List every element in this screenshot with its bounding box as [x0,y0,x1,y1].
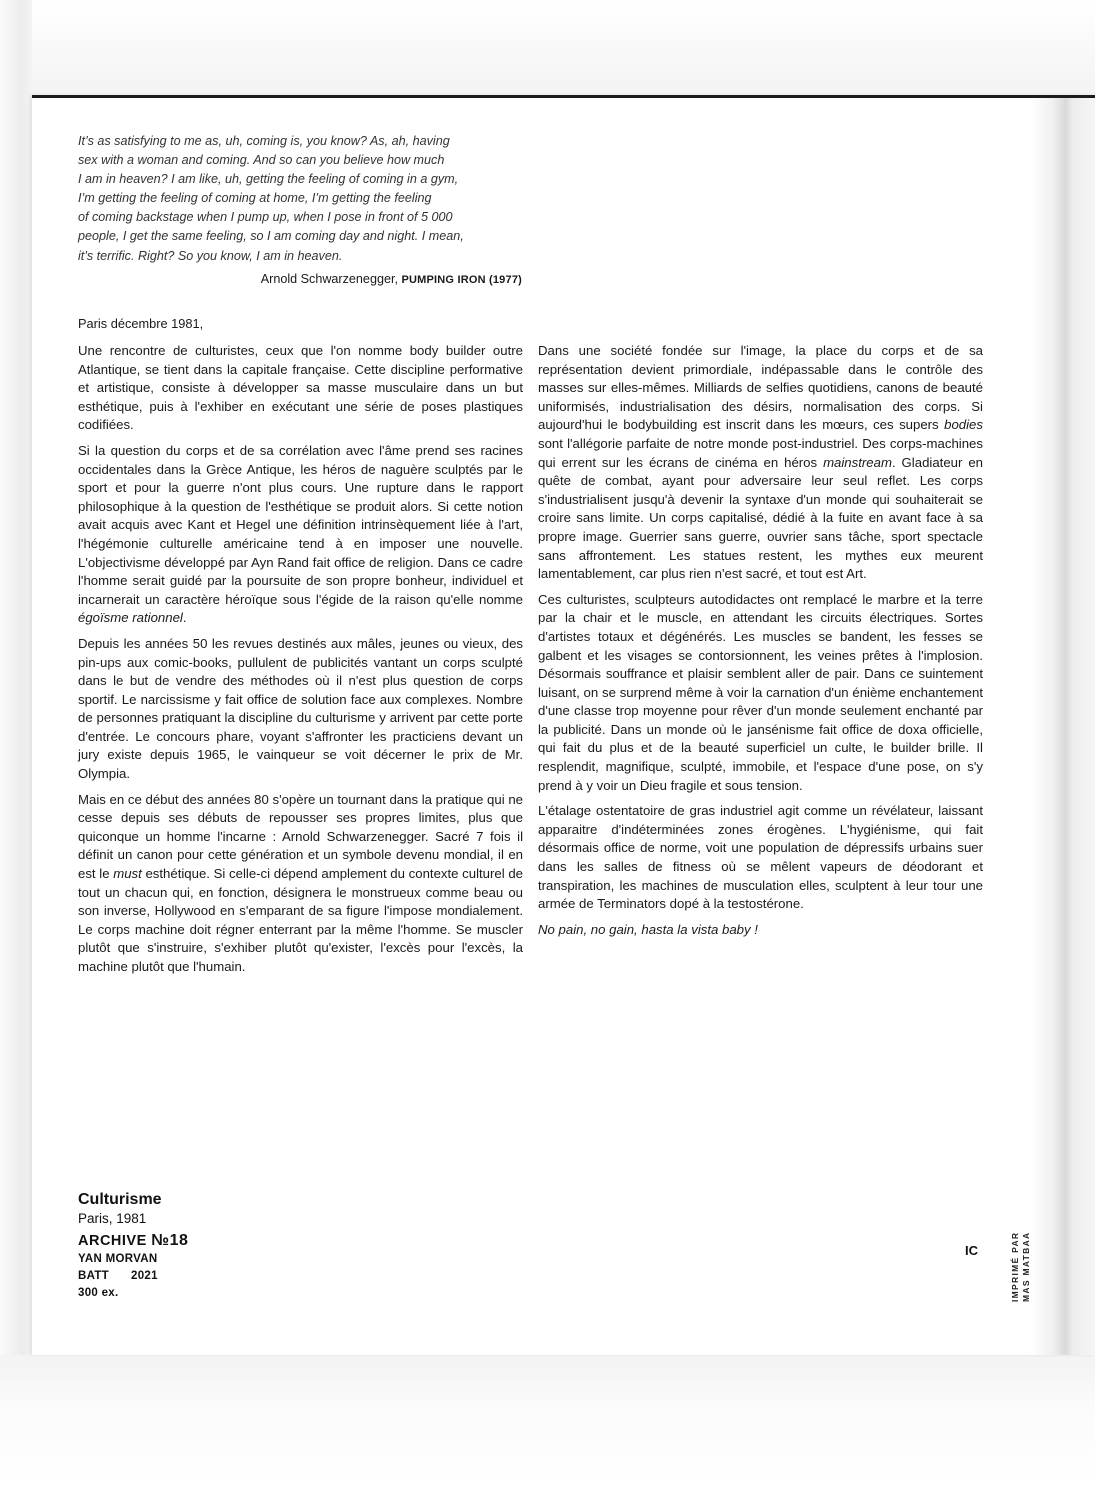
epigraph-line: I am in heaven? I am like, uh, getting the feeling of coming in a gym, [78,172,459,187]
paragraph-text: sont l'allégorie parfaite de notre monde post-industriel. Des corps-machines qui errent sur les écrans de cinéma en héros [538,435,983,470]
paragraph-text: Si la question du corps et de sa corrélation avec l'âme prend ses racines occidentales dans la Grèce Antique, les héros de naguère sculptés par le sport et pour la guerre n'ont plus cours. Une rupture dans le rapport philosophique à la question de l'esthétique se produit alors. Si cette notion avait acquis avec Kant et Hegel une définition intrinsèquement liée à l'art, l'hégémonie culturelle américaine tend à en imposer une nouvelle. L'objectivisme développé par Ayn Rand fait office de religion. Dans ce cadre l'homme serait guidé par la poursuite de son propre bonheur, individuel et incarnerait un caractère héroïque sous l'égide de la raison qu'elle nomme [78,442,523,607]
emphasis-text: bodies [944,417,983,433]
epigraph-line: people, I get the same feeling, so I am coming day and night. I mean, [78,229,464,244]
page-marker: IC [965,1243,978,1258]
printer-line-1: IMPRIMÉ PAR [1010,1231,1020,1302]
epigraph-line: It’s as satisfying to me as, uh, coming is, you know? As, ah, having [78,134,450,148]
epigraph-line: it’s terrific. Right? So you know, I am in heaven. [78,248,343,263]
paragraph [78,442,523,628]
printer-line-2: MAS MATBAA [1020,1231,1031,1302]
colophon-place-year: Paris, 1981 [78,1211,147,1226]
colophon-publisher: BATT [78,1270,110,1282]
paragraph-text: Mais en ce début des années 80 s'opère un tournant dans la pratique qui ne cesse depuis ses débuts de repousser ses propres limites, plus que quiconque un homme l'incarne : Arnold Schwarzenegger. Sacré 7 fois il définit un canon pour cette génération et un symbole devenu mondial, il en est le [78,791,523,882]
paragraph: Une rencontre de culturistes, ceux que l'on nomme body builder outre Atlantique, se tient dans la capitale française. Cette discipline performative et artistique, consiste à développer sa masse musculaire dans un but esthétique, puis à l'exhiber en exécutant une série de poses plastiques codifiées. [78,343,523,433]
paragraph [78,791,523,977]
archive-text: ARCHIVE [78,1233,152,1249]
page-fold-shadow [1030,98,1095,1355]
epigraph-line: of coming backstage when I pump up, when I pose in front of 5 000 [78,210,453,225]
colophon-edition: 300 ex. [78,1287,119,1299]
paragraph-text: Dans une société fondée sur l'image, la place du corps et de sa représentation devient primordiale, indépassable dans le contrôle des masses sur elles-mêmes. Milliards de selfies quotidiens, canons de beauté uniformisés, industrialisation des désirs, normalisation des corps. Si aujourd'hui le bodybuilding est inscrit dans les mœurs, ces supers [538,343,983,433]
epigraph-quote [78,132,538,266]
text-column-left [78,342,523,984]
archive-number: №18 [151,1232,189,1249]
text-column-right [538,342,983,946]
printer-credit [1010,1212,1050,1302]
archive-label [78,1231,188,1251]
scan-background-top [0,0,1095,95]
colophon-year: 2021 [131,1270,158,1282]
emphasis-text: égoïsme rationnel [78,610,183,626]
colophon-author: YAN MORVAN [78,1253,158,1265]
epigraph-attribution [78,272,522,286]
paragraph [538,342,983,584]
paragraph: Ces culturistes, sculpteurs autodidactes ont remplacé le marbre et la terre par la chair et le muscle, en attendant les circuits électriques. Sortes d'artistes totaux et dégénérés. Les muscles se bandent, les fesses se galbent et les visages se contorsionnent, les veines prêtes à l'implosion. Désormais souffrance et plaisir semblent aller de pair. Dans ce suintement luisant, on se surprend même à voir la carnation d'un énième enchantement d'une classe trop moyenne pour rêver d'un monde seulement enchanté par la publicité. Dans un monde où le jansénisme fait office de doxa officielle, qui fait du plus et de la beauté superficiel un culte, le builder brille. Il resplendit, magnifique, sculpté, immobile, et l'espace d'une pose, on s'y prend à y voir un Dieu fragile et sous tension. [538,591,983,793]
colophon-title: Culturisme [78,1191,162,1208]
dateline: Paris décembre 1981, [78,316,204,331]
epigraph-author: Arnold Schwarzenegger, [260,272,398,286]
colophon-publisher-line [78,1268,188,1285]
epigraph-line: I’m getting the feeling of coming at home, I’m getting the feeling [78,191,432,206]
paragraph: L'étalage ostentatoire de gras industriel agit comme un révélateur, laissant apparaitre d'indéterminées zones érogènes. L'hygiénisme, qui fait désormais office de norme, voit une population de dépressifs urbains suer dans les salles de fitness où se mêlent vapeurs de déodorant et transpiration, les machines de musculation elles, sculptent à leur tour une armée de Terminators dopé à la testostérone. [538,803,983,912]
scan-background-left [0,0,32,1485]
paragraph-text: . Gladiateur en quête de combat, ayant pour adversaire leur seul reflet. Les corps s'industrialisent jusqu'à devenir la syntaxe d'un monde qui souhaiterait se croire sans limite. Un corps capitalisé, dédié à la fuite en avant face à sa propre image. Guerrier sans guerre, ouvrier sans tâche, sport spectacle sans affrontement. Les statues restent, les mythes eux meurent lamentablement, car plus rien n'est sacré, et tout est Art. [538,454,983,582]
paragraph: Depuis les années 50 les revues destinés aux mâles, jeunes ou vieux, des pin-ups aux comic-books, pullulent de publicités vantant un corps sculpté dans le but de vendre des méthodes où il n'est plus question de corps sportif. Le narcissisme y fait office de solution face aux complexes. Nombre de personnes pratiquant la discipline du culturisme y arrivent par cette porte d'entrée. Le concours phare, voyant s'affronter les practiciens devant un jury existe depuis 1965, le vainqueur se voit décerner le prix de Mr. Olympia. [78,635,523,782]
paragraph-text: esthétique. Si celle-ci dépend amplement du contexte culturel de tout un chacun qui, en fonction, désignera le monstrueux comme beau ou son inverse, Hollywood en s'emparant de sa figure l'impose mondialement. Le corps machine doit régner enterrant par la même l'homme. Se muscler plutôt que s'instruire, s'exhiber plutôt qu'exister, l'excès pour l'excès, la machine plutôt que l'humain. [78,866,524,974]
emphasis-text: mainstream [823,454,892,470]
emphasis-text: must [113,866,142,882]
scan-background-bottom [0,1355,1095,1485]
epigraph-source: PUMPING IRON (1977) [401,274,522,286]
colophon [78,1190,188,1302]
closing-line: No pain, no gain, hasta la vista baby ! [538,921,758,937]
paragraph-text: . [182,610,187,626]
epigraph-line: sex with a woman and coming. And so can you believe how much [78,153,445,168]
